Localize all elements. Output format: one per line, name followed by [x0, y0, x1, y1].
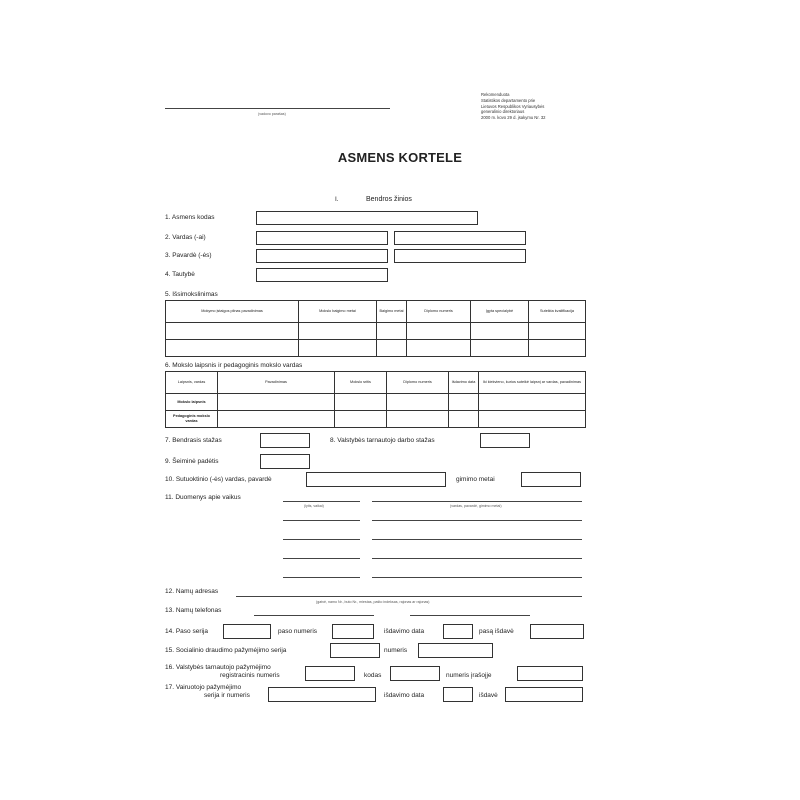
degree-row-label: Pedagoginis mokslo vardas — [166, 411, 218, 428]
education-header: Suteikta kvalifikacija — [529, 301, 586, 323]
driver-license-issue-date-field[interactable] — [443, 687, 473, 702]
approval-line: Lietuvos Respublikos Vyriausybės — [481, 103, 545, 109]
civil-service-field[interactable] — [480, 433, 530, 448]
education-cell[interactable] — [529, 340, 586, 357]
social-insurance-series-label: 15. Socialinio draudimo pažymėjimo serija — [165, 647, 287, 654]
civil-servant-code-field[interactable] — [390, 666, 440, 681]
civil-servant-reg-label: registracinis numeris — [220, 672, 280, 679]
education-cell[interactable] — [407, 340, 471, 357]
approval-line: Rekomenduota — [481, 92, 510, 97]
degree-row — [166, 394, 586, 411]
last-name-label: 3. Pavardė (-ės) — [165, 252, 212, 259]
degree-cell[interactable] — [479, 411, 586, 428]
spouse-birth-year-label: gimimo metai — [456, 476, 495, 483]
driver-license-issued-by-label: išdavė — [479, 692, 498, 699]
last-name-field-2[interactable] — [394, 249, 526, 263]
civil-service-label: 8. Valstybės tarnautojo darbo stažas — [330, 437, 435, 444]
degree-cell[interactable] — [218, 411, 335, 428]
degree-cell[interactable] — [335, 394, 387, 411]
total-service-label: 7. Bendrasis stažas — [165, 437, 222, 444]
approval-block — [481, 92, 545, 121]
civil-servant-cert-label: 16. Valstybės tarnautojo pažymėjimo — [165, 664, 271, 671]
children-line-left[interactable] — [283, 539, 360, 540]
education-cell[interactable] — [166, 323, 299, 340]
education-label: 5. Išsimokslinimas — [165, 291, 218, 298]
degree-cell[interactable] — [335, 411, 387, 428]
approval-line: generalinio direktoriaus — [481, 109, 525, 115]
degree-label: 6. Mokslo laipsnis ir pedagoginis mokslo vardas — [165, 362, 303, 369]
driver-license-issued-by-field[interactable] — [505, 687, 583, 702]
degree-header: Laipsnis, vardas — [166, 372, 218, 394]
children-line-left[interactable] — [283, 577, 360, 578]
last-name-field-1[interactable] — [256, 249, 388, 263]
education-header: Mokymo įstaigos pilnas pavadinimas — [166, 301, 299, 323]
first-name-field-2[interactable] — [394, 231, 526, 245]
signature-line — [165, 108, 390, 109]
education-cell[interactable] — [407, 323, 471, 340]
children-line-left — [283, 501, 360, 502]
signature-caption: (vadovo parašas) — [258, 112, 286, 116]
children-line-right[interactable] — [372, 558, 582, 559]
section-title: Bendros žinios — [366, 196, 412, 203]
children-caption-left: (lytis, vaikai) — [304, 504, 324, 508]
home-address-line[interactable] — [236, 596, 582, 597]
passport-number-field[interactable] — [332, 624, 374, 639]
nationality-field[interactable] — [256, 268, 388, 282]
passport-issue-date-label: išdavimo data — [384, 628, 425, 635]
children-caption-right: (vardas, pavardė, gimimo metai) — [450, 504, 502, 508]
children-line-right[interactable] — [372, 520, 582, 521]
first-name-label: 2. Vardas (-ai) — [165, 234, 206, 241]
education-cell[interactable] — [299, 323, 377, 340]
children-line-right[interactable] — [372, 539, 582, 540]
marital-status-label: 9. Šeiminė padėtis — [165, 458, 219, 465]
home-phone-line-2[interactable] — [410, 615, 530, 616]
education-row — [166, 340, 586, 357]
children-line-left[interactable] — [283, 520, 360, 521]
degree-table — [165, 371, 586, 428]
home-address-caption: (gatvė, namo Nr., buto Nr., miestas, pašto indeksas, rajonas ar rajonas) — [316, 600, 430, 604]
degree-header: Diplomo numeris — [387, 372, 449, 394]
nationality-label: 4. Tautybė — [165, 271, 195, 278]
social-insurance-series-field[interactable] — [330, 643, 380, 658]
passport-issued-by-field[interactable] — [530, 624, 584, 639]
personal-code-field[interactable] — [256, 211, 478, 225]
home-phone-line[interactable] — [254, 615, 374, 616]
civil-servant-number-field[interactable] — [517, 666, 583, 681]
degree-cell[interactable] — [479, 394, 586, 411]
degree-cell[interactable] — [449, 411, 479, 428]
driver-license-issue-date-label: išdavimo data — [384, 692, 425, 699]
degree-cell[interactable] — [387, 411, 449, 428]
passport-issued-by-label: pasą išdavė — [479, 628, 514, 635]
approval-line: Statistikos departamento prie — [481, 97, 536, 103]
driver-license-number-label: serija ir numeris — [204, 692, 250, 699]
spouse-field[interactable] — [306, 472, 446, 487]
home-phone-label: 13. Namų telefonas — [165, 607, 222, 614]
children-line-right[interactable] — [372, 577, 582, 578]
passport-series-field[interactable] — [223, 624, 271, 639]
education-header: Mokslo baigimo metai — [299, 301, 377, 323]
first-name-field-1[interactable] — [256, 231, 388, 245]
passport-issue-date-field[interactable] — [443, 624, 473, 639]
spouse-label: 10. Sutuoktinio (-ės) vardas, pavardė — [165, 476, 272, 483]
personal-code-label: 1. Asmens kodas — [165, 214, 215, 221]
education-header: Įgyta specialybė — [471, 301, 529, 323]
total-service-field[interactable] — [260, 433, 310, 448]
degree-cell[interactable] — [387, 394, 449, 411]
education-cell[interactable] — [299, 340, 377, 357]
children-label: 11. Duomenys apie vaikus — [165, 494, 241, 501]
education-table — [165, 300, 586, 357]
degree-row — [166, 411, 586, 428]
education-cell[interactable] — [377, 323, 407, 340]
home-address-label: 12. Namų adresas — [165, 588, 219, 595]
degree-header: Mokslo sritis — [335, 372, 387, 394]
civil-servant-reg-field[interactable] — [305, 666, 355, 681]
civil-servant-number-label: numeris įrašojje — [446, 672, 492, 679]
civil-servant-code-label: kodas — [364, 672, 382, 679]
document-title: ASMENS KORTELE — [337, 150, 463, 165]
education-row — [166, 323, 586, 340]
education-cell[interactable] — [471, 340, 529, 357]
degree-cell[interactable] — [449, 394, 479, 411]
passport-series-label: 14. Paso serija — [165, 628, 208, 635]
education-header: Diplomo numeris — [407, 301, 471, 323]
driver-license-label: 17. Vairuotojo pažymėjimo — [165, 684, 242, 691]
marital-status-field[interactable] — [260, 454, 310, 469]
degree-header: Išdavimo data — [449, 372, 479, 394]
driver-license-number-field[interactable] — [268, 687, 376, 702]
education-cell[interactable] — [377, 340, 407, 357]
social-insurance-number-field[interactable] — [418, 643, 493, 658]
education-cell[interactable] — [529, 323, 586, 340]
degree-header: Pavadinimas — [218, 372, 335, 394]
passport-number-label: paso numeris — [278, 628, 318, 635]
approval-line: 2000 m. kovo 29 d. įsakymu Nr. 32 — [481, 115, 546, 121]
education-cell[interactable] — [471, 323, 529, 340]
degree-header: Iki kiekvieno, kurios suteikė laipsnį ar vardas, pavadinimas — [479, 372, 586, 394]
children-line-left[interactable] — [283, 558, 360, 559]
social-insurance-number-label: numeris — [384, 647, 408, 654]
degree-row-label: Mokslo laipsnis — [166, 394, 218, 411]
degree-cell[interactable] — [218, 394, 335, 411]
education-header: Baigimo metai — [377, 301, 407, 323]
spouse-birth-year-field[interactable] — [521, 472, 581, 487]
children-line-right — [372, 501, 582, 502]
education-cell[interactable] — [166, 340, 299, 357]
section-number: I. — [335, 196, 339, 203]
